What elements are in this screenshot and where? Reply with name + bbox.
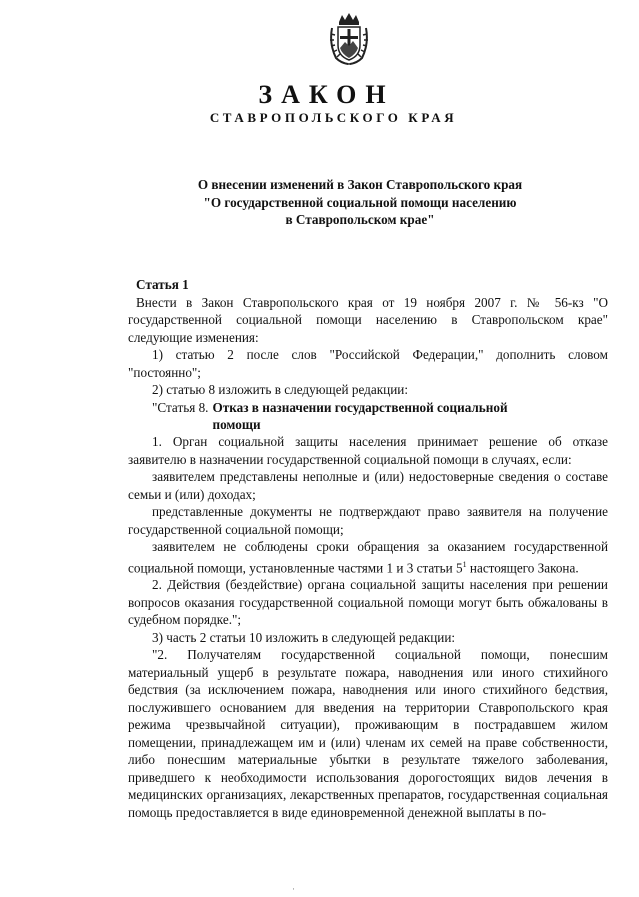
article-1-item-2: 2) статью 8 изложить в следующей редакции:: [152, 382, 408, 397]
article-8-title-text: Отказ в назначении государственной социальной помощи: [212, 399, 508, 432]
article-8-paragraph-4: [128, 538, 608, 576]
heading-line-1: О внесении изменений в Закон Ставропольского края: [197, 177, 523, 192]
coat-of-arms-icon: [328, 12, 370, 66]
article-8-body: [128, 433, 608, 821]
article-8-prefix: "Статья 8.: [152, 399, 209, 415]
article-8-title: [128, 399, 608, 434]
superscript-mark: 1: [462, 559, 467, 569]
heading-line-3: в Ставропольском крае": [285, 212, 435, 227]
law-subtitle: СТАВРОПОЛЬСКОГО КРАЯ: [209, 110, 458, 125]
article-10-paragraph-2: "2. Получателям государственной социальной помощи, понесшим материальный ущерб в результате пожара, наводнения или иного стихийного бедствия (за исключением пожара, наводнения или иного стихийного бедствия, послужившего основанием для введения на территории Ставропольского края режима чрезвычайной ситуации), проживающим в пострадавшем жилом помещении, принадлежащем им и (или) членам их семей на праве собственности, либо понесшим материальные убытки в результате тяжелого заболевания, приведшего к необходимости использования дорогостоящих видов лечения в медицинских организациях, лекарственных препаратов, государственная социальная помощь предоставляется в виде единовременной денежной выплаты в по-: [128, 647, 608, 820]
article-8-paragraph-3: представленные документы не подтверждают право заявителя на получение государственной социальной помощи;: [128, 504, 608, 537]
footer-mark: ·: [292, 884, 295, 894]
article-1-section: [128, 276, 608, 434]
article-1-item-3: 3) часть 2 статьи 10 изложить в следующей редакции:: [152, 629, 456, 645]
law-title: ЗАКОН: [258, 80, 395, 109]
article-1-intro: Внести в Закон Ставропольского края от 19 ноября 2007 г. № 56-кз "О государственной социальной помощи населению в Ставропольском крае" следующие изменения:: [128, 294, 608, 345]
article-1-heading: Статья 1: [136, 277, 189, 292]
article-8-paragraph-1: 1. Орган социальной защиты населения принимает решение об отказе заявителю в назначении государственной социальной помощи в случаях, если:: [128, 434, 608, 467]
paragraph-4-tail: настоящего Закона.: [466, 559, 579, 575]
document-heading: [120, 176, 600, 229]
article-8-paragraph-5: 2. Действия (бездействие) органа социальной защиты населения при решении вопросов оказания государственной социальной помощи могут быть обжалованы в судебном порядке.";: [128, 577, 608, 628]
article-1-item-1: 1) статью 2 после слов "Российской Федерации," дополнить словом "постоянно";: [128, 347, 608, 380]
heading-line-2: "О государственной социальной помощи населению: [203, 194, 517, 210]
article-8-paragraph-2: заявителем представлены неполные и (или) недостоверные сведения о составе семьи и (или) доходах;: [128, 469, 608, 502]
paragraph-4-text: заявителем не соблюдены сроки обращения за оказанием государственной социальной помощи, установленные частями 1 и 3 статьи 5: [128, 539, 608, 575]
